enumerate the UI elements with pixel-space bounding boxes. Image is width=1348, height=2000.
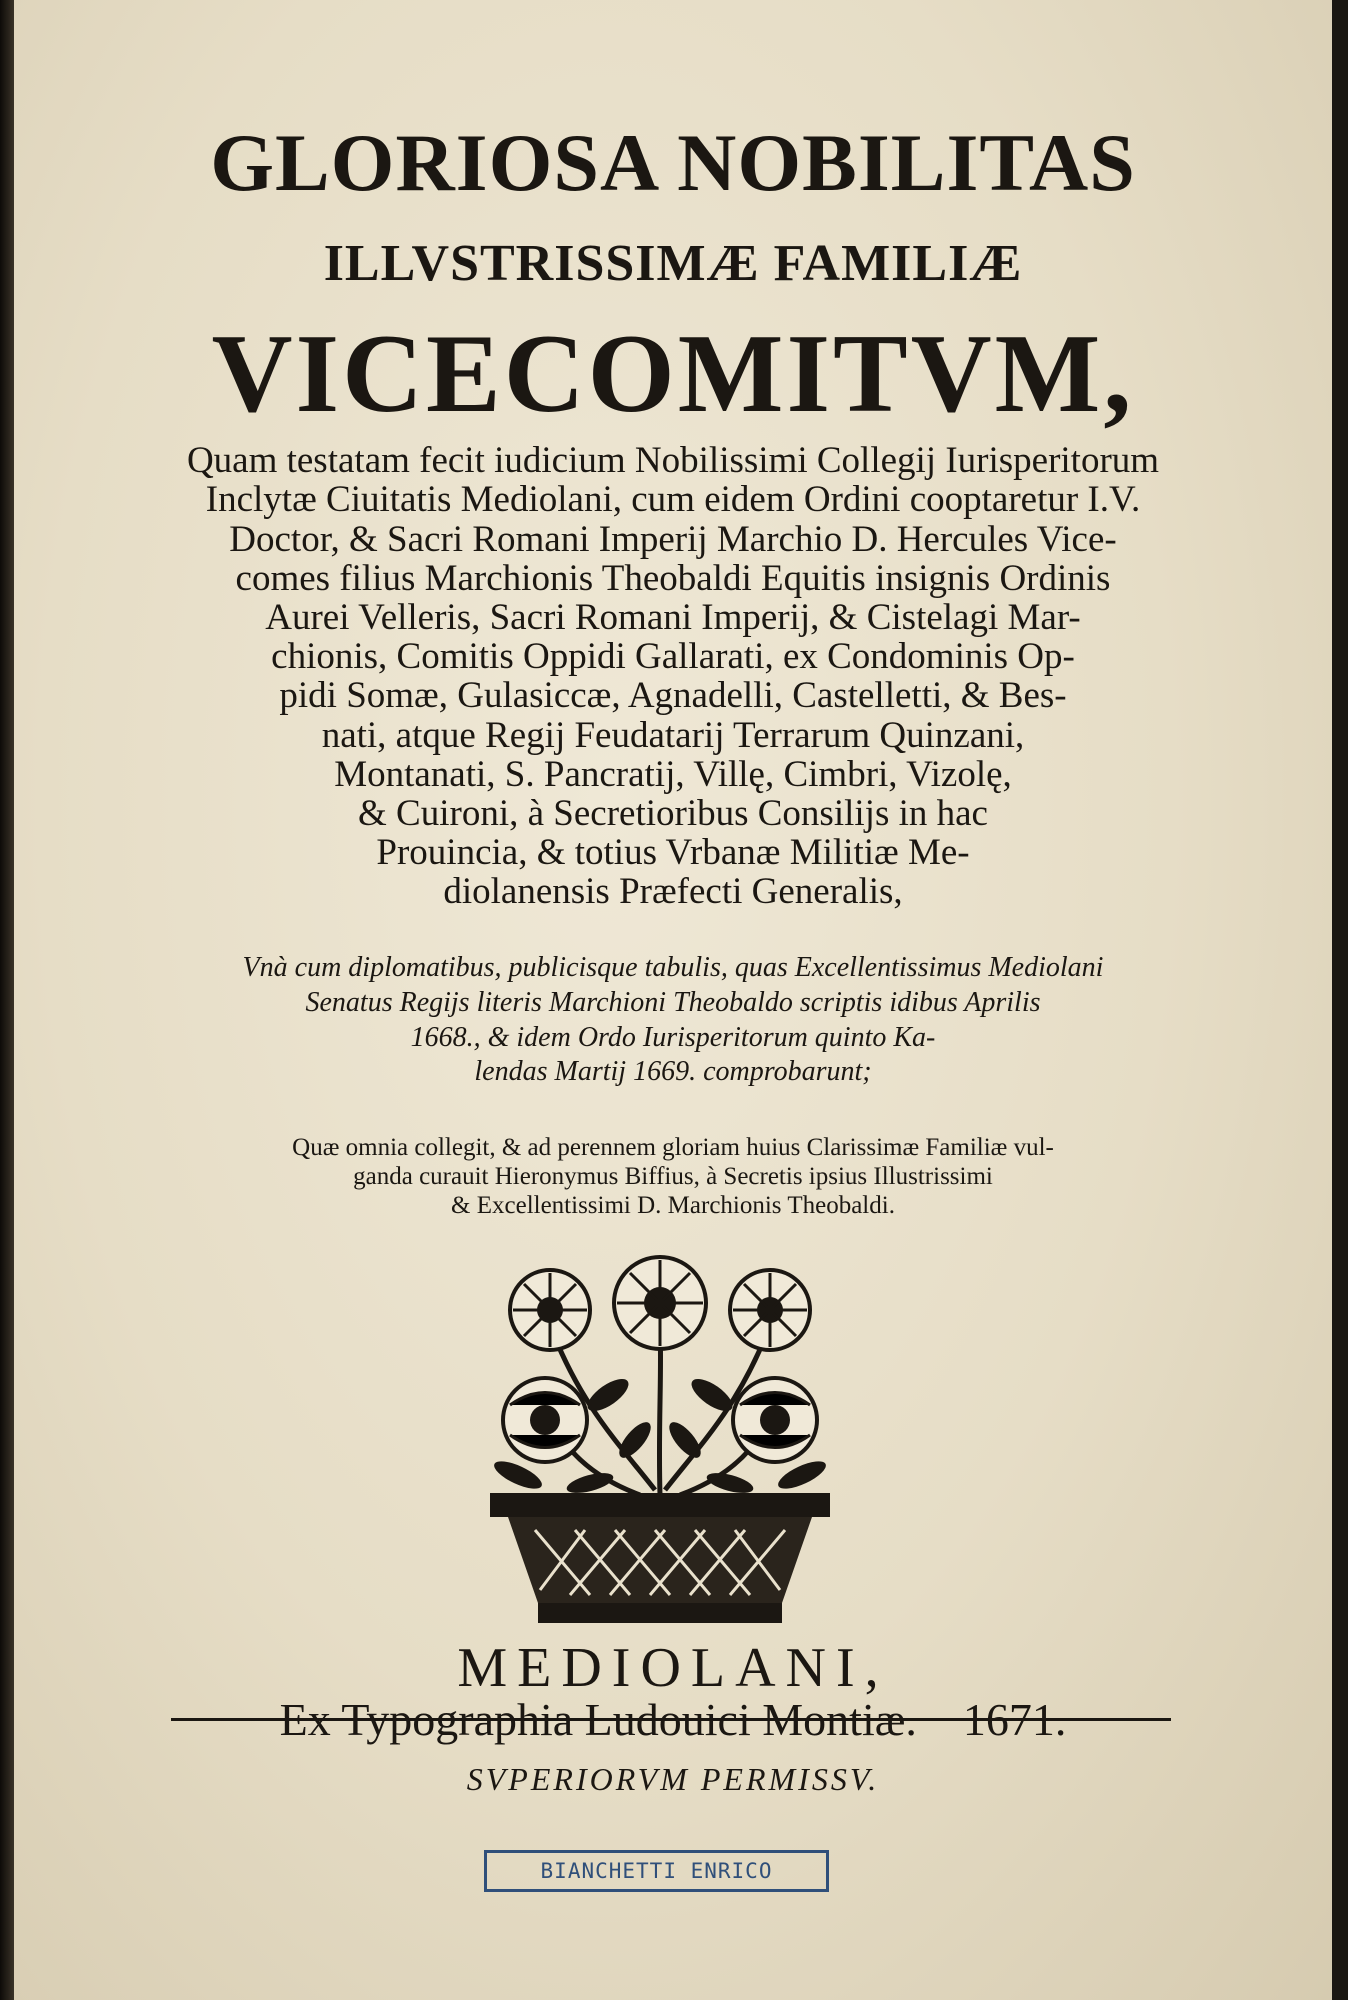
- body-line: Quam testatam fecit iudicium Nobilissimi Collegij Iurisperitorum: [186, 440, 1160, 481]
- body-line: Aurei Velleris, Sacri Romani Imperij, & Cistelagi Mar-: [265, 597, 1081, 638]
- compiler-line: Quæ omnia collegit, & ad perennem gloriam huius Clarissimæ Familiæ vul-: [292, 1134, 1054, 1161]
- body-line: chionis, Comitis Oppidi Gallarati, ex Condominis Op-: [271, 636, 1075, 677]
- imprint-year: 1671.: [962, 1694, 1067, 1745]
- flower-basket-woodcut: [490, 1255, 830, 1630]
- imprint-place: MEDIOLANI,: [457, 1637, 889, 1699]
- body-line: Inclytæ Ciuitatis Mediolani, cum eidem Ordini cooptaretur I.V.: [205, 479, 1141, 520]
- imprint-printer: Ex Typographia Ludouici Montiæ.: [279, 1694, 917, 1745]
- body-line: nati, atque Regij Feudatarij Terrarum Quinzani,: [321, 715, 1025, 756]
- body-line: Doctor, & Sacri Romani Imperij Marchio D. Hercules Vice-: [229, 519, 1117, 560]
- imprint-printer-line: [14, 1694, 1332, 1745]
- title-line-2: ILLVSTRISSIMÆ FAMILIÆ: [323, 235, 1023, 292]
- book-spine-edge: [0, 0, 14, 2000]
- compiler-line: ganda curauit Hieronymus Biffius, à Secretis ipsius Illustrissimi: [353, 1163, 993, 1190]
- title-line-1: GLORIOSA NOBILITAS: [210, 117, 1136, 208]
- italic-line: Vnà cum diplomatibus, publicisque tabulis, quas Excellentissimus Mediolani: [242, 952, 1104, 983]
- italic-line: lendas Martij 1669. comprobarunt;: [474, 1056, 872, 1087]
- body-line: & Cuironi, à Secretioribus Consilijs in hac: [358, 793, 988, 834]
- body-line: comes filius Marchionis Theobaldi Equitis insignis Ordinis: [235, 558, 1111, 599]
- body-line: Montanati, S. Pancratij, Villę, Cimbri, Vizolę,: [334, 754, 1012, 795]
- italic-line: Senatus Regijs literis Marchioni Theobaldo scriptis idibus Aprilis: [305, 987, 1041, 1018]
- italic-line: 1668., & idem Ordo Iurisperitorum quinto Ka-: [410, 1022, 936, 1053]
- imprint-permission: SVPERIORVM PERMISSV.: [466, 1761, 880, 1797]
- title-page: [14, 0, 1332, 2000]
- compiler-line: & Excellentissimi D. Marchionis Theobaldi.: [451, 1192, 895, 1219]
- ownership-stamp: BIANCHETTI ENRICO: [484, 1850, 829, 1892]
- title-line-3: VICECOMITVM,: [211, 312, 1135, 436]
- body-line: pidi Somæ, Gulasiccæ, Agnadelli, Castelletti, & Bes-: [279, 675, 1067, 716]
- body-line: Prouincia, & totius Vrbanæ Militiæ Me-: [376, 832, 970, 873]
- body-line: diolanensis Præfecti Generalis,: [443, 871, 903, 912]
